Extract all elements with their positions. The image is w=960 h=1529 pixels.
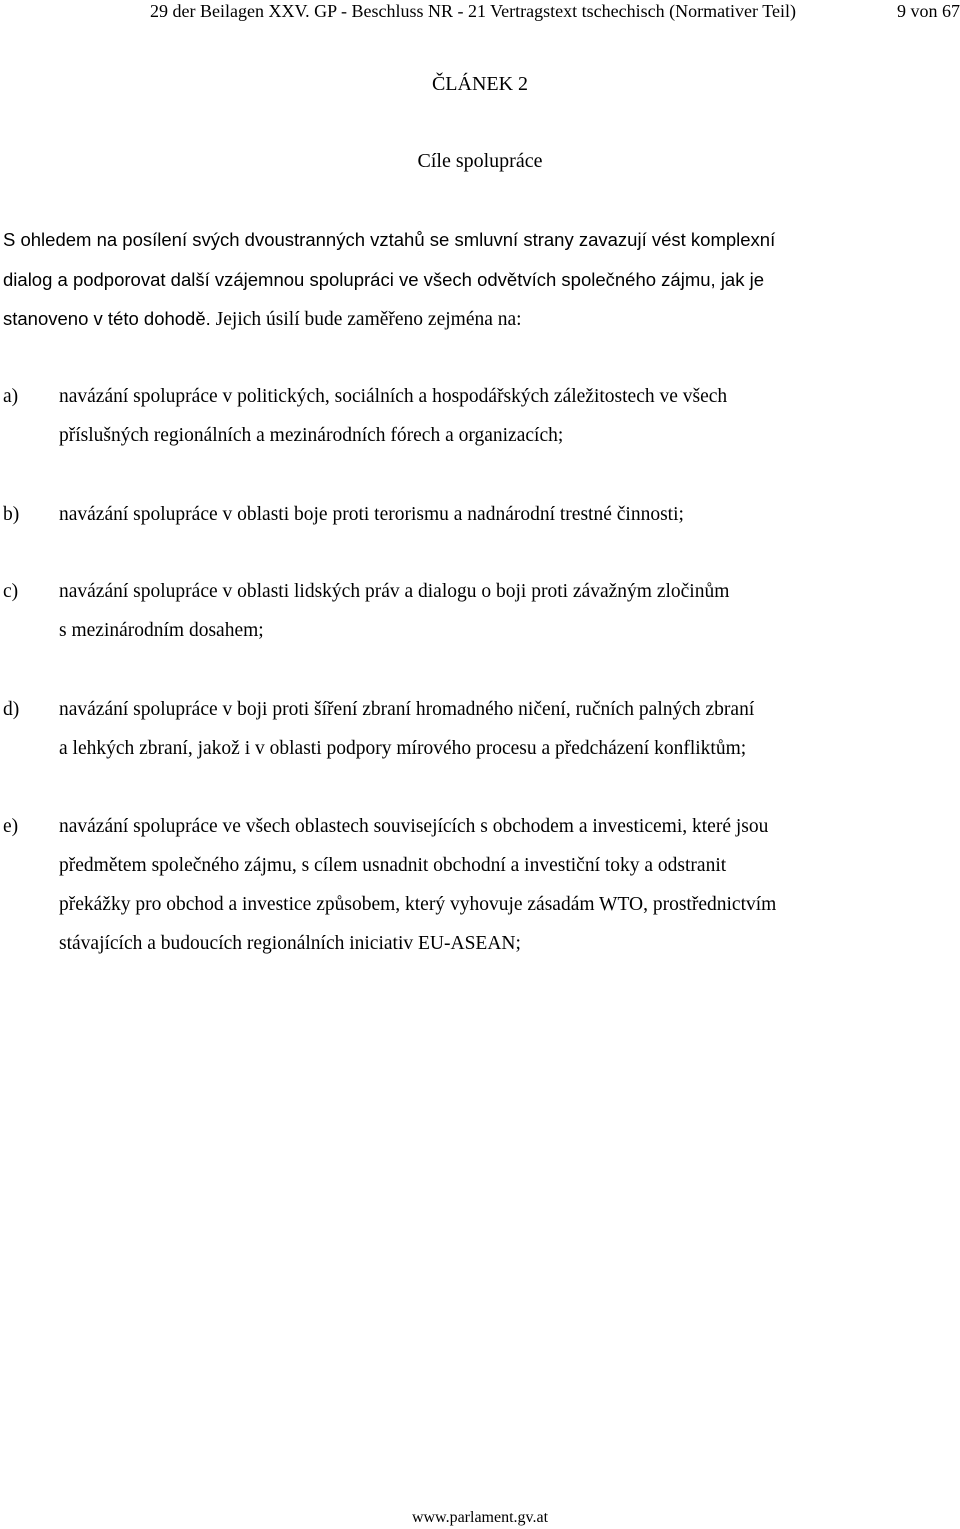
list-item-line: navázání spolupráce v oblasti boje proti terorismu a nadnárodní trestné činnosti; <box>59 504 684 525</box>
list-item-line: navázání spolupráce v oblasti lidských práv a dialogu o boji proti závažným zločinům <box>59 581 730 602</box>
list-item-marker: b) <box>3 504 20 525</box>
list-item-line: stávajících a budoucích regionálních iniciativ EU-ASEAN; <box>59 933 521 954</box>
list-item-line: překážky pro obchod a investice způsobem, který vyhovuje zásadám WTO, prostřednictvím <box>59 894 777 915</box>
list-item-marker: c) <box>3 581 19 602</box>
footer-url[interactable]: www.parlament.gv.at <box>411 1509 549 1526</box>
list-item-marker: d) <box>3 699 20 720</box>
intro-line-part: Jejich úsilí bude zaměřeno zejména na: <box>210 309 522 330</box>
list-item-line: navázání spolupráce v politických, sociálních a hospodářských záležitostech ve všech <box>59 386 728 407</box>
intro-line: dialog a podporovat další vzájemnou spolupráci ve všech odvětvích společného zájmu, jak je <box>3 269 765 290</box>
article-number: ČLÁNEK 2 <box>431 73 529 95</box>
list-item-line: předmětem společného zájmu, s cílem usnadnit obchodní a investiční toky a odstranit <box>59 855 727 876</box>
header-document-reference: 29 der Beilagen XXV. GP - Beschluss NR - 21 Vertragstext tschechisch (Normativer Teil) <box>150 1 796 21</box>
intro-line-part: stanoveno v této dohodě. <box>3 308 211 329</box>
list-item-marker: a) <box>3 386 19 407</box>
list-item-line: s mezinárodním dosahem; <box>59 620 264 641</box>
running-header <box>150 0 960 26</box>
list-item-line: příslušných regionálních a mezinárodních fórech a organizacích; <box>59 425 564 446</box>
intro-line <box>3 307 522 332</box>
intro-line: S ohledem na posílení svých dvoustranných vztahů se smluvní strany zavazují vést komplexní <box>3 229 776 250</box>
header-page-number: 9 von 67 <box>897 1 960 21</box>
list-item-line: navázání spolupráce ve všech oblastech souvisejících s obchodem a investicemi, které jsou <box>59 816 769 837</box>
list-item-line: a lehkých zbraní, jakož i v oblasti podpory mírového procesu a předcházení konfliktům; <box>59 738 747 759</box>
list-item-line: navázání spolupráce v boji proti šíření zbraní hromadného ničení, ručních palných zbraní <box>59 699 755 720</box>
article-title: Cíle spolupráce <box>417 150 543 172</box>
list-item-marker: e) <box>3 816 19 837</box>
